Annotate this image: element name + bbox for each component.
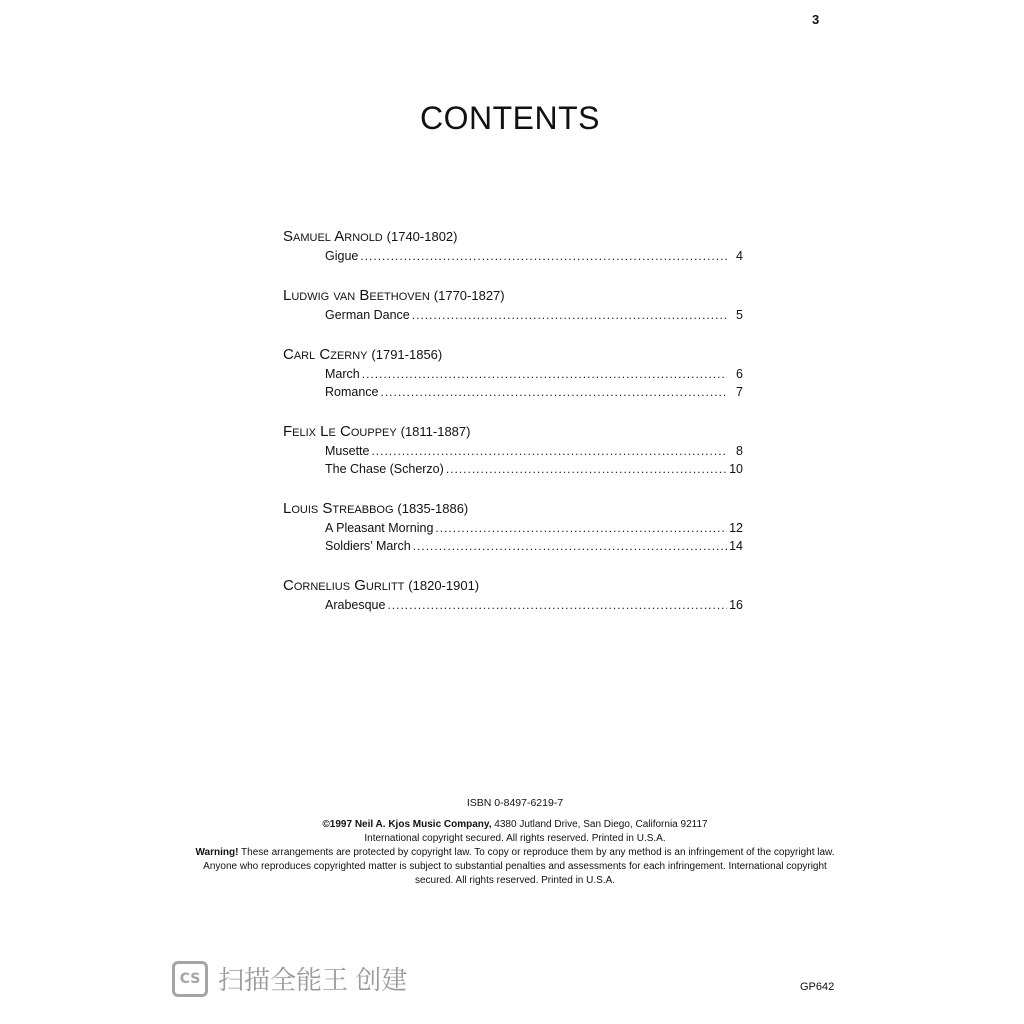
dot-leader: [412, 308, 727, 322]
toc-entry: [283, 539, 743, 557]
composer-dates: (1835-1886): [397, 501, 469, 516]
dot-leader: [362, 367, 727, 381]
composer-heading: [283, 577, 743, 594]
camscanner-logo-icon: CS: [172, 961, 208, 997]
toc-entry: [283, 598, 743, 616]
toc-composer-group: [283, 228, 743, 267]
composer-dates: (1791-1856): [371, 347, 443, 362]
composer-name: Cornelius Gurlitt: [283, 577, 405, 594]
warning-notice: [190, 846, 840, 888]
piece-page-number: 6: [736, 367, 743, 381]
composer-heading: [283, 500, 743, 517]
toc-entry: [283, 385, 743, 403]
copyright-holder: ©1997 Neil A. Kjos Music Company,: [322, 819, 492, 830]
composer-dates: (1811-1887): [400, 424, 471, 439]
piece-title: German Dance: [325, 308, 410, 322]
composer-name: Louis Streabbog: [283, 500, 394, 517]
dot-leader: [371, 444, 727, 458]
warning-label: Warning!: [195, 847, 239, 858]
composer-dates: (1740-1802): [386, 229, 458, 244]
piece-page-number: 16: [729, 598, 743, 612]
warning-text: These arrangements are protected by copyright law. To copy or reproduce them by any method is an infringement of the copyright law. Anyone who reproduces copyrighted matter is subject to substantial penalties and assessments for each infringement. International copyright secured. All rights reserved. Printed in U.S.A.: [203, 847, 835, 886]
piece-page-number: 8: [736, 444, 743, 458]
isbn: ISBN 0-8497-6219-7: [466, 797, 564, 809]
watermark-text: 扫描全能王 创建: [218, 965, 408, 995]
toc-composer-group: [283, 287, 743, 326]
catalog-code: GP642: [800, 981, 835, 993]
dot-leader: [381, 385, 728, 399]
piece-title: Arabesque: [325, 598, 386, 612]
toc-composer-group: [283, 577, 743, 616]
page-title: CONTENTS: [420, 100, 600, 136]
composer-name: Samuel Arnold: [283, 228, 383, 245]
toc-entry: [283, 444, 743, 462]
toc-entry: [283, 308, 743, 326]
composer-heading: [283, 346, 743, 363]
composer-name: Carl Czerny: [283, 346, 368, 363]
piece-page-number: 7: [736, 385, 743, 399]
composer-dates: (1820-1901): [408, 578, 480, 593]
composer-name: Felix Le Couppey: [283, 423, 397, 440]
toc-composer-group: [283, 423, 743, 480]
toc-composer-group: [283, 346, 743, 403]
composer-heading: [283, 287, 743, 304]
piece-title: Musette: [325, 444, 370, 458]
toc-entry: [283, 521, 743, 539]
composer-dates: (1770-1827): [433, 288, 505, 303]
copyright-secured: International copyright secured. All rights reserved. Printed in U.S.A.: [364, 833, 666, 844]
dot-leader: [387, 598, 727, 612]
copyright-footer: [190, 796, 840, 888]
piece-page-number: 5: [736, 308, 743, 322]
composer-heading: [283, 228, 743, 245]
piece-title: Gigue: [325, 249, 359, 263]
page-number: 3: [812, 12, 820, 27]
piece-page-number: 4: [736, 249, 743, 263]
piece-title: March: [325, 367, 360, 381]
table-of-contents: [283, 228, 743, 636]
dot-leader: [413, 539, 727, 553]
copyright-address: 4380 Jutland Drive, San Diego, California 92117: [491, 819, 708, 830]
toc-entry: [283, 462, 743, 480]
toc-entry: [283, 367, 743, 385]
dot-leader: [435, 521, 727, 535]
piece-title: Soldiers’ March: [325, 539, 411, 553]
piece-page-number: 12: [729, 521, 743, 535]
piece-page-number: 10: [729, 462, 743, 476]
scanner-watermark: [172, 960, 407, 997]
composer-name: Ludwig van Beethoven: [283, 287, 430, 304]
piece-page-number: 14: [729, 539, 743, 553]
dot-leader: [360, 249, 727, 263]
piece-title: A Pleasant Morning: [325, 521, 434, 535]
dot-leader: [446, 462, 727, 476]
piece-title: Romance: [325, 385, 379, 399]
toc-composer-group: [283, 500, 743, 557]
toc-entry: [283, 249, 743, 267]
piece-title: The Chase (Scherzo): [325, 462, 444, 476]
composer-heading: [283, 423, 743, 440]
copyright-line: [190, 818, 840, 832]
